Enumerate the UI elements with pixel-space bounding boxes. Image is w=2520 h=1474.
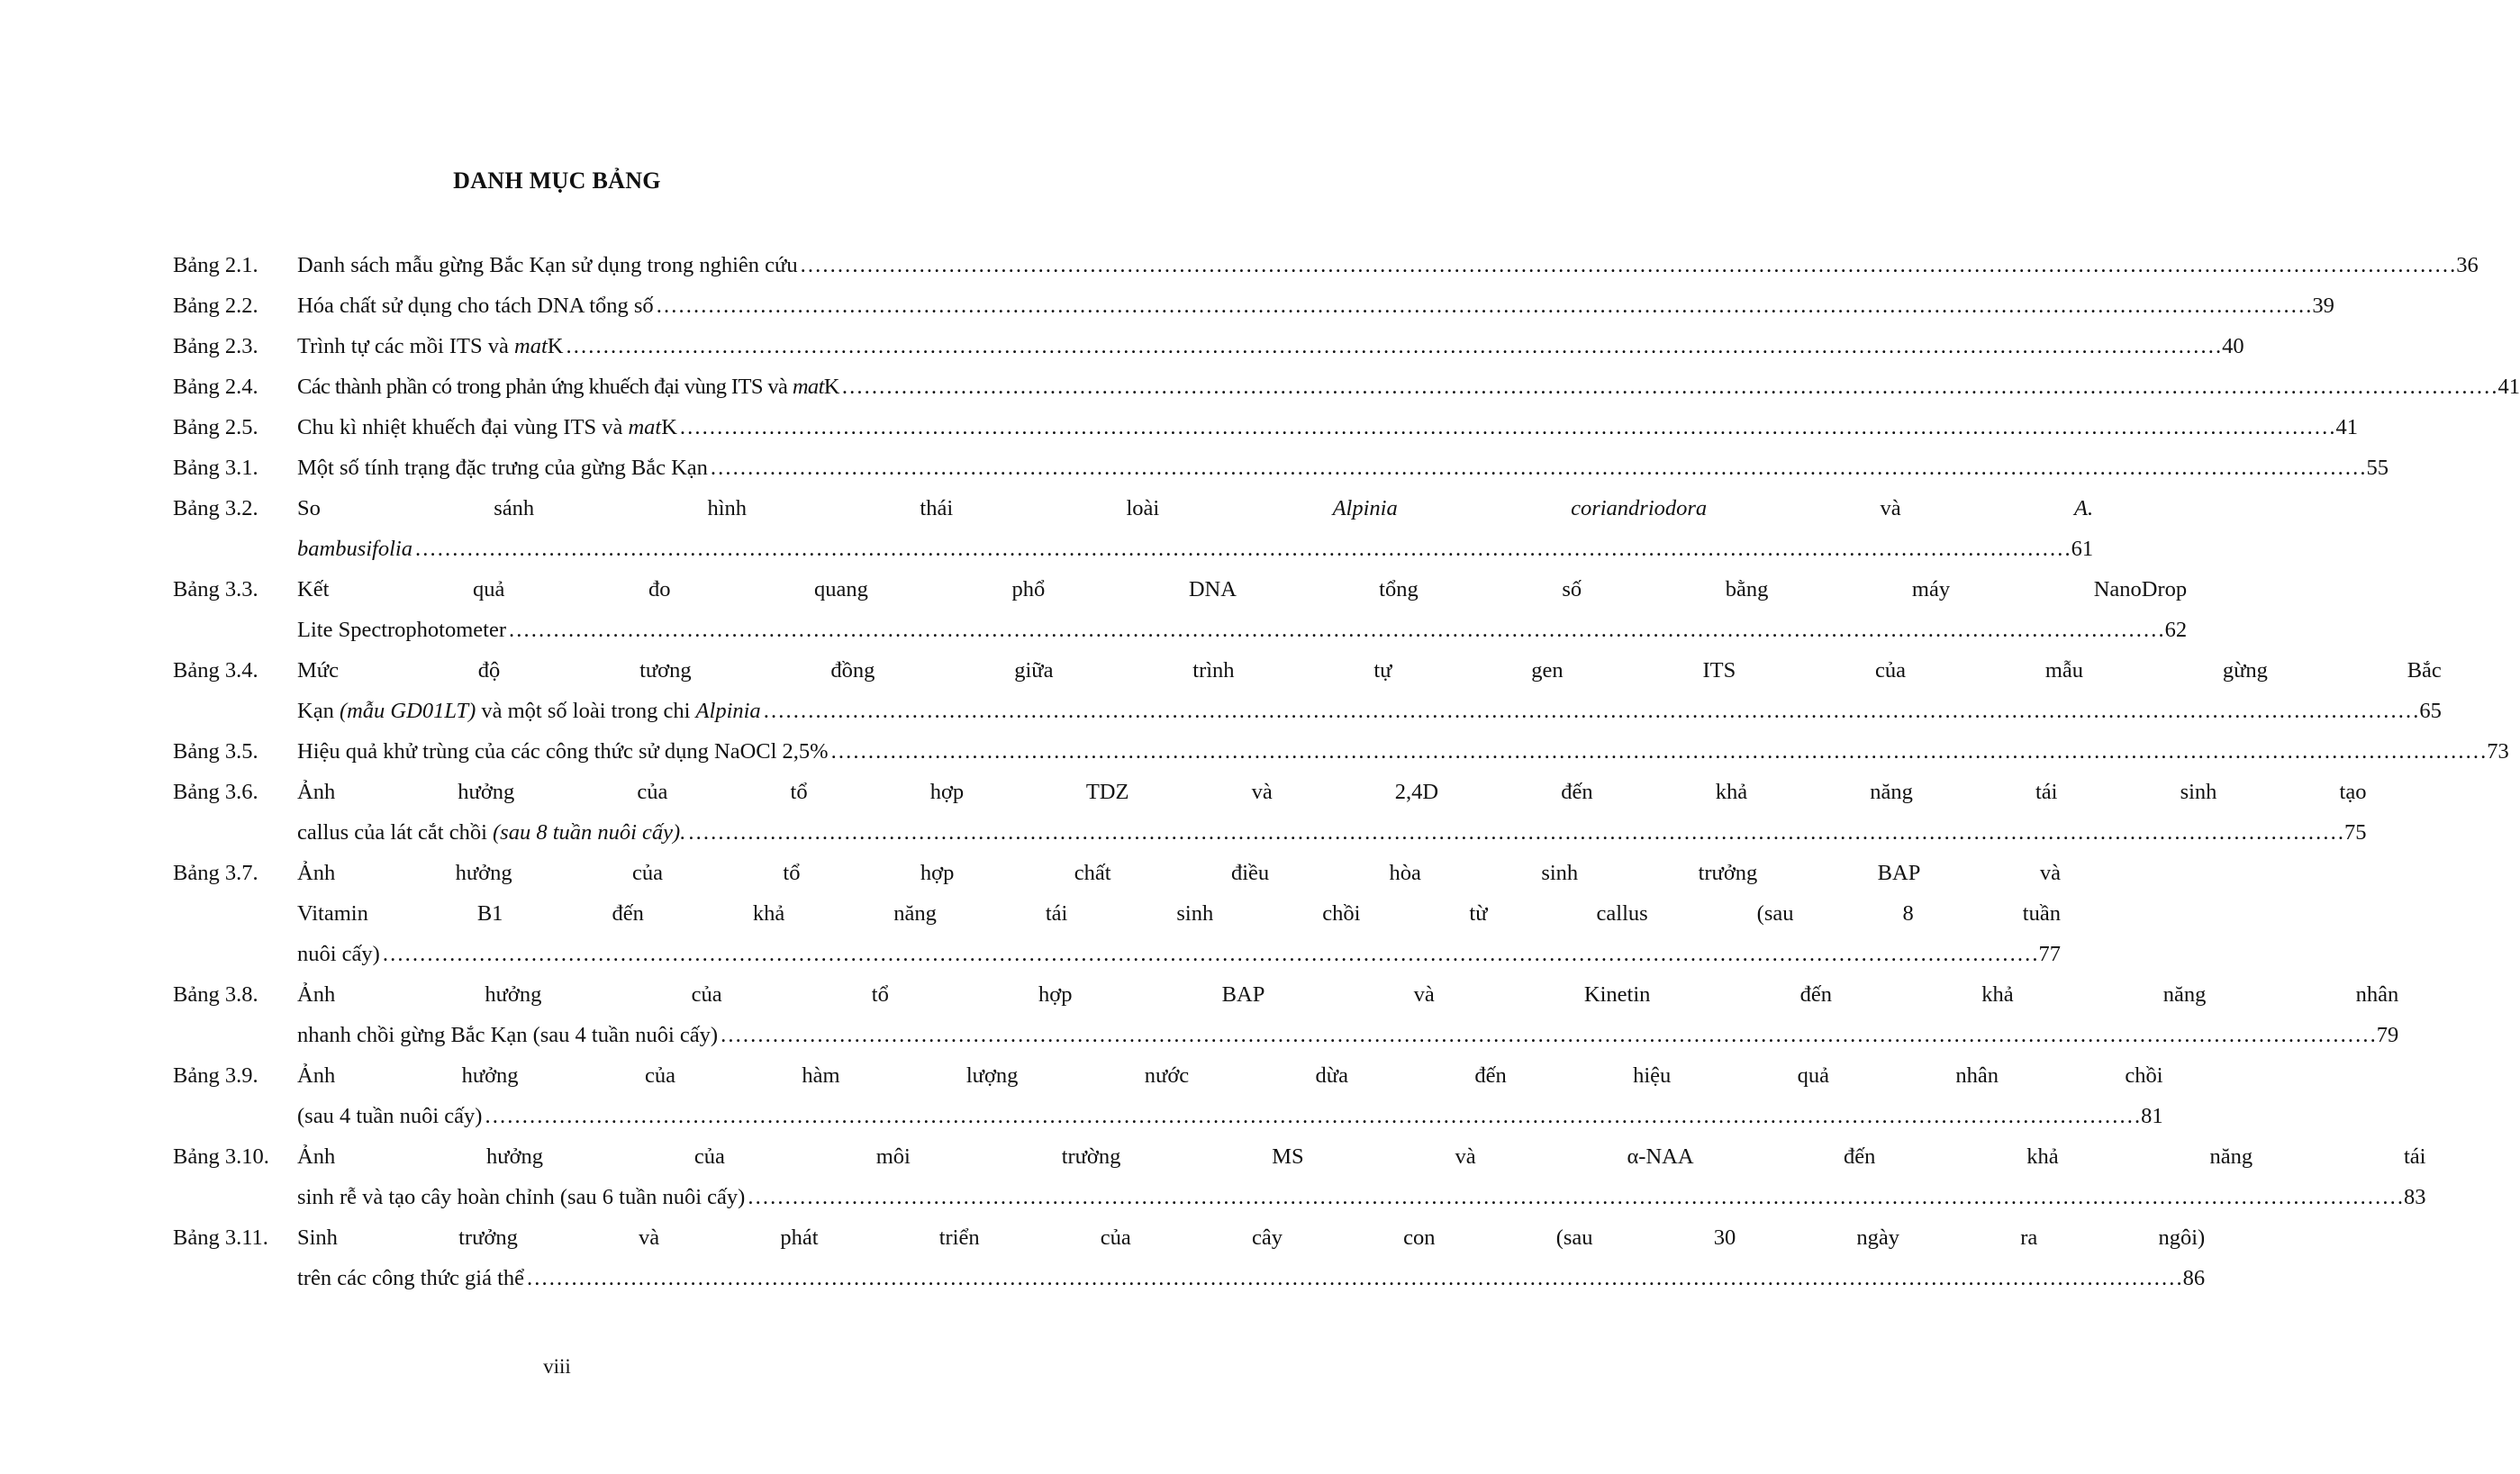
- toc-title-line: Ảnh hưởng của tổ hợp chất điều hòa sinh trưởng BAP và: [297, 861, 2061, 885]
- toc-title-line: Ảnh hưởng của môi trường MS và α-NAA đến khả năng tái: [297, 1144, 2426, 1169]
- toc-entry: [173, 569, 2188, 650]
- toc-entry: [173, 1217, 2206, 1298]
- toc-page-number: 81: [2141, 1104, 2163, 1128]
- toc-entry: [173, 488, 2094, 569]
- toc-title-line: (sau 4 tuần nuôi cấy): [297, 1104, 483, 1128]
- page-title: DANH MỤC BẢNG: [453, 167, 661, 194]
- dot-leader: [566, 326, 2219, 366]
- toc-entry: [173, 853, 2061, 974]
- toc-label: Bảng 3.7.: [173, 861, 258, 885]
- dot-leader: [711, 448, 2364, 488]
- toc-page-number: 36: [2456, 253, 2479, 277]
- toc-page-number: 86: [2182, 1266, 2206, 1290]
- toc-title-line: Sinh trưởng và phát triển của cây con (sau 30 ngày ra ngôi): [297, 1225, 2206, 1250]
- table-list: [173, 245, 2520, 1298]
- toc-title-line: sinh rễ và tạo cây hoàn chỉnh (sau 6 tuần nuôi cấy): [297, 1185, 746, 1209]
- toc-page-number: 61: [2071, 537, 2094, 561]
- toc-entry: [173, 650, 2442, 731]
- dot-leader: [801, 245, 2454, 285]
- toc-page-number: 39: [2312, 294, 2334, 318]
- toc-entry: [173, 1136, 2426, 1217]
- toc-title-line: nuôi cấy): [297, 942, 380, 966]
- toc-label: Bảng 2.5.: [173, 415, 258, 439]
- toc-title-line: bambusifolia: [297, 537, 412, 561]
- toc-label: Bảng 3.10.: [173, 1144, 269, 1169]
- toc-entry: [173, 731, 2509, 772]
- toc-entry: [173, 326, 2244, 366]
- toc-label: Bảng 3.6.: [173, 780, 258, 804]
- toc-entry: [173, 974, 2399, 1055]
- toc-label: Bảng 3.4.: [173, 658, 258, 683]
- dot-leader: [748, 1177, 2401, 1217]
- dot-leader: [657, 285, 2310, 326]
- dot-leader: [680, 407, 2334, 448]
- toc-page-number: 73: [2487, 739, 2509, 764]
- toc-title: Danh sách mẫu gừng Bắc Kạn sử dụng trong nghiên cứu: [297, 253, 798, 277]
- toc-title-line: Kết quả đo quang phổ DNA tổng số bằng máy NanoDrop: [297, 577, 2188, 601]
- toc-label: Bảng 3.1.: [173, 456, 258, 480]
- toc-title: Chu kì nhiệt khuếch đại vùng ITS và matK: [297, 415, 677, 439]
- toc-title: Các thành phần có trong phản ứng khuếch đại vùng ITS và matK: [297, 375, 839, 399]
- dot-leader: [527, 1258, 2180, 1298]
- toc-title-line: Mức độ tương đồng giữa trình tự gen ITS của mẫu gừng Bắc: [297, 658, 2442, 683]
- toc-label: Bảng 3.8.: [173, 982, 258, 1007]
- toc-title-line: Ảnh hưởng của tổ hợp TDZ và 2,4D đến khả năng tái sinh tạo: [297, 780, 2367, 804]
- toc-entry: [173, 285, 2334, 326]
- dot-leader: [509, 610, 2162, 650]
- toc-page-number: 41: [2335, 415, 2359, 439]
- dot-leader: [415, 529, 2069, 569]
- toc-entry: [173, 1055, 2163, 1136]
- toc-page-number: 83: [2403, 1185, 2426, 1209]
- toc-title: Hóa chất sử dụng cho tách DNA tổng số: [297, 294, 654, 318]
- toc-entry: [173, 366, 2520, 407]
- toc-page-number: 40: [2222, 334, 2244, 358]
- toc-page-number: 65: [2419, 699, 2442, 723]
- toc-entry: [173, 448, 2389, 488]
- toc-title-line: So sánh hình thái loài Alpinia coriandriodora và A.: [297, 496, 2094, 520]
- toc-label: Bảng 3.2.: [173, 496, 258, 520]
- dot-leader: [383, 934, 2036, 974]
- toc-label: Bảng 2.2.: [173, 294, 258, 318]
- toc-title-line: Vitamin B1 đến khả năng tái sinh chồi từ callus (sau 8 tuần: [297, 901, 2061, 926]
- dot-leader: [831, 731, 2485, 772]
- toc-label: Bảng 3.5.: [173, 739, 258, 764]
- toc-title-line: Kạn (mẫu GD01LT) và một số loài trong chi Alpinia: [297, 699, 761, 723]
- page-number-footer: viii: [543, 1355, 571, 1378]
- toc-label: Bảng 2.1.: [173, 253, 258, 277]
- toc-title-line: Ảnh hưởng của tổ hợp BAP và Kinetin đến khả năng nhân: [297, 982, 2399, 1007]
- dot-leader: [688, 812, 2342, 853]
- dot-leader: [764, 691, 2417, 731]
- toc-page-number: 55: [2366, 456, 2389, 480]
- toc-page-number: 41: [2497, 375, 2520, 399]
- toc-entry: [173, 407, 2359, 448]
- toc-title: Trình tự các mồi ITS và matK: [297, 334, 564, 358]
- toc-title-line: Lite Spectrophotometer: [297, 618, 506, 642]
- toc-title: Hiệu quả khử trùng của các công thức sử dụng NaOCl 2,5%: [297, 739, 829, 764]
- toc-page-number: 79: [2376, 1023, 2399, 1047]
- toc-label: Bảng 2.3.: [173, 334, 258, 358]
- dot-leader: [485, 1096, 2138, 1136]
- toc-title: Một số tính trạng đặc trưng của gừng Bắc Kạn: [297, 456, 708, 480]
- toc-title-line: nhanh chồi gừng Bắc Kạn (sau 4 tuần nuôi cấy): [297, 1023, 719, 1047]
- toc-label: Bảng 2.4.: [173, 375, 258, 399]
- toc-label: Bảng 3.3.: [173, 577, 258, 601]
- toc-page-number: 62: [2164, 618, 2188, 642]
- dot-leader: [721, 1015, 2374, 1055]
- toc-label: Bảng 3.9.: [173, 1063, 258, 1088]
- toc-title-line: callus của lát cắt chồi (sau 8 tuần nuôi cấy).: [297, 820, 686, 845]
- toc-entry: [173, 245, 2479, 285]
- toc-entry: [173, 772, 2367, 853]
- toc-page-number: 77: [2038, 942, 2061, 966]
- toc-page-number: 75: [2343, 820, 2367, 845]
- dot-leader: [842, 366, 2496, 407]
- toc-label: Bảng 3.11.: [173, 1225, 268, 1250]
- toc-title-line: trên các công thức giá thể: [297, 1266, 525, 1290]
- toc-title-line: Ảnh hưởng của hàm lượng nước dừa đến hiệu quả nhân chồi: [297, 1063, 2163, 1088]
